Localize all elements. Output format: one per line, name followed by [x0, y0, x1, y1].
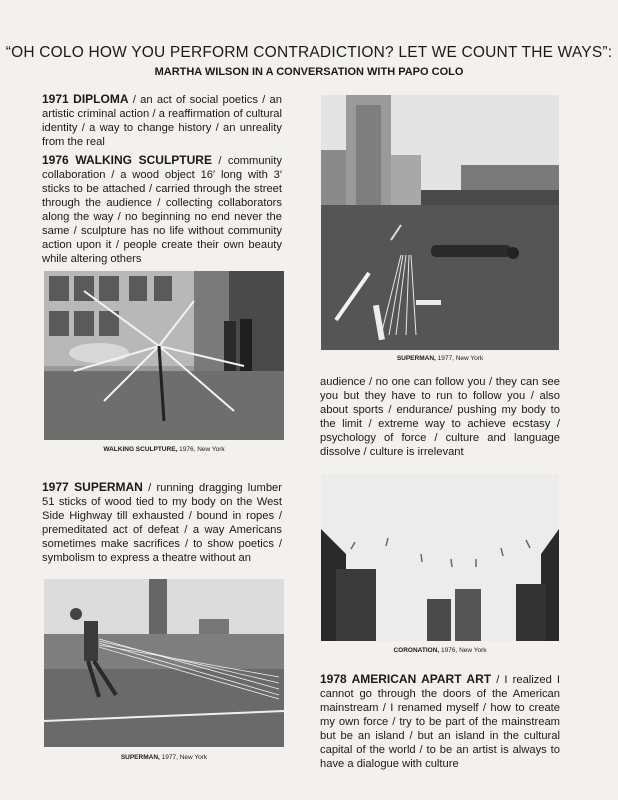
superman-highway-photo: [321, 95, 559, 350]
entry-text: / community collaboration / a wood object 16′ long with 3′ sticks to be attached / carried through the street through the audience / collecting collaborators along the way / no beginning no end never the same / sculpture has no life without community action upon it / people create their own beauty while altering others: [42, 155, 282, 265]
caption-walking-sculpture: [44, 446, 284, 453]
caption-title: SUPERMAN,: [120, 754, 160, 761]
entry-diploma: [42, 92, 282, 149]
caption-title: WALKING SCULPTURE,: [103, 446, 178, 453]
page-subtitle: MARTHA WILSON IN A CONVERSATION WITH PAPO COLO: [154, 66, 464, 78]
caption-detail: 1976, New York: [439, 647, 487, 654]
entry-heading: 1978 AMERICAN APART ART: [320, 672, 492, 686]
caption-detail: 1977, New York: [435, 355, 484, 362]
entry-text: / I realized I cannot go through the doors of the American mainstream / I renamed myself / how to create my own force / try to be part of the mainstream but be an island / but an island in the cultural capital of the world / to be an artist is always to have a dialogue with culture: [320, 674, 561, 770]
entry-text: / running dragging lumber 51 sticks of wood tied to my body on the West Side Highway till exhausted / bound in ropes / premeditated act of defeat / a way Americans sometimes make sacrifices / to show poetics / symbolism to express a theatre without an: [42, 482, 282, 564]
entry-walking-sculpture: [42, 153, 282, 266]
entry-heading: 1976 WALKING SCULPTURE: [42, 153, 212, 167]
coronation-photo: [321, 474, 559, 641]
entry-superman: [42, 480, 282, 565]
caption-superman-1: [44, 754, 284, 761]
entry-heading: 1971 DIPLOMA: [42, 92, 129, 106]
entry-heading: 1977 SUPERMAN: [42, 480, 143, 494]
entry-american-apart-art: [320, 672, 560, 771]
page-title: “OH COLO HOW YOU PERFORM CONTRADICTION? LET WE COUNT THE WAYS”:: [5, 44, 613, 61]
walking-sculpture-photo: [44, 271, 284, 440]
caption-title: SUPERMAN,: [396, 355, 436, 362]
entry-text: / an act of social poetics / an artistic criminal action / a reaffirmation of cultural identity / a way to change history / an unreality from the real: [42, 94, 282, 148]
entry-text: audience / no one can follow you / they can see you but they have to run to follow you / also about sports / endurance/ pushing my body to the limit / extreme way to achieve ecstasy / psychology of force / culture and language dissolve / culture is irrelevant: [320, 376, 560, 458]
caption-title: CORONATION,: [393, 647, 440, 654]
caption-detail: 1977, New York: [159, 754, 208, 761]
caption-superman-2: [321, 355, 559, 362]
superman-running-photo: [44, 579, 284, 747]
caption-detail: 1976, New York: [177, 446, 225, 453]
entry-superman-continued: [320, 375, 560, 459]
caption-coronation: [321, 647, 559, 654]
